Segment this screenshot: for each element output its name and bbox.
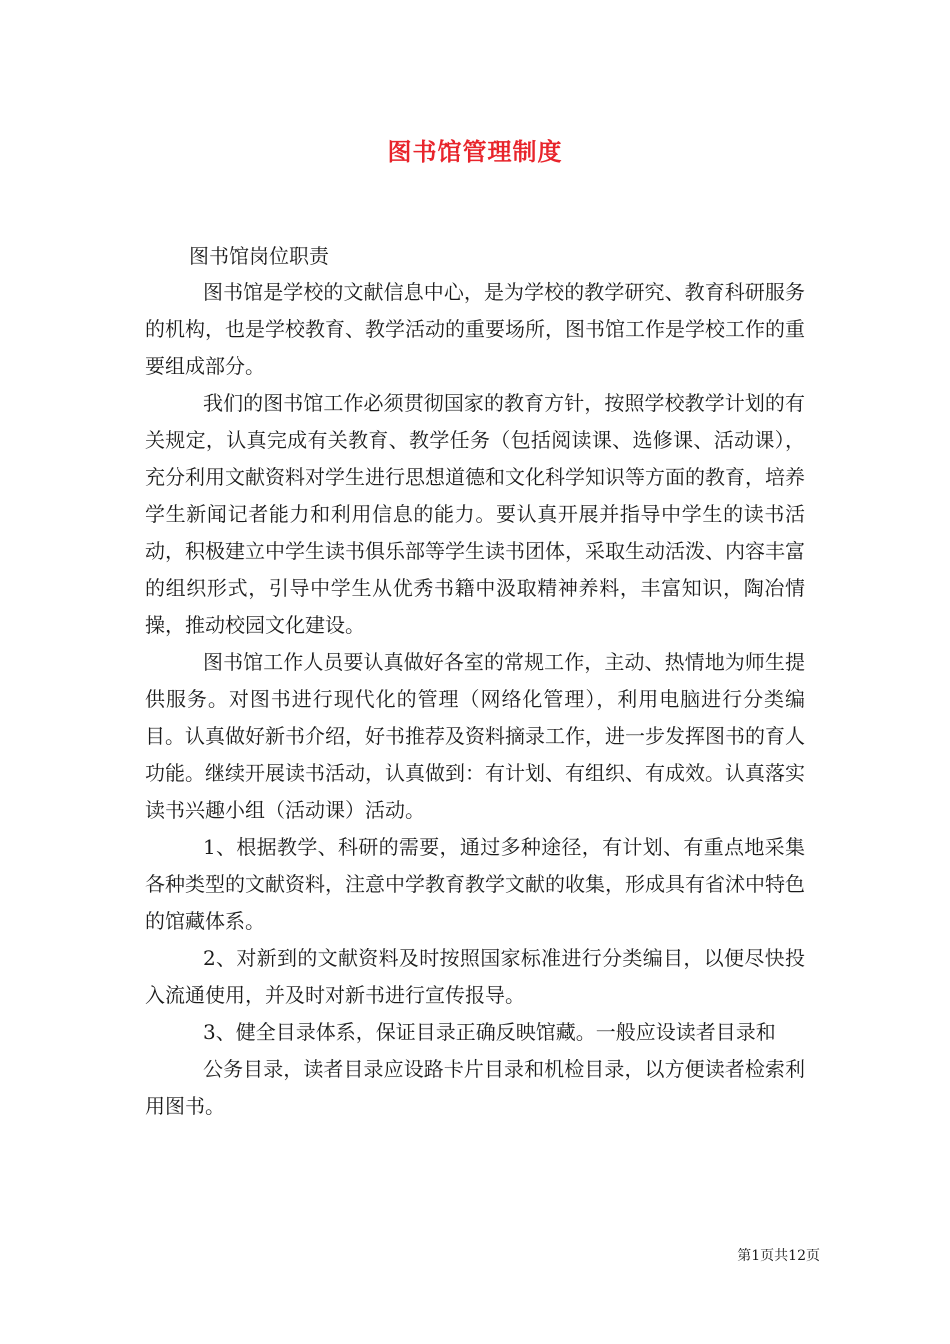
section-heading: 图书馆岗位职责: [189, 244, 329, 268]
paragraph-item-2: 2、对新到的文献资料及时按照国家标准进行分类编目，以便尽快投入流通使用，并及时对新书进行宣传报导。: [145, 946, 805, 1007]
page-number: 第1页共12页: [737, 1248, 820, 1264]
document-title: 图书馆管理制度: [387, 137, 563, 166]
paragraph-item-3: 3、健全目录体系，保证目录正确反映馆藏。一般应设读者目录和: [203, 1020, 776, 1044]
paragraph-item-1: 1、根据教学、科研的需要，通过多种途径，有计划、有重点地采集各种类型的文献资料，注意中学教育教学文献的收集，形成具有省沭中特色的馆藏体系。: [145, 835, 805, 933]
paragraph-education-policy: 我们的图书馆工作必须贯彻国家的教育方针，按照学校教学计划的有关规定，认真完成有关教育、教学任务（包括阅读课、选修课、活动课），充分利用文献资料对学生进行思想道德和文化科学知识等方面的教育，培养学生新闻记者能力和利用信息的能力。要认真开展并指导中学生的读书活动，积极建立中学生读书俱乐部等学生读书团体，采取生动活泼、内容丰富的组织形式，引导中学生从优秀书籍中汲取精神养料，丰富知识，陶冶情操，推动校园文化建设。: [145, 391, 805, 637]
paragraph-intro: 图书馆是学校的文献信息中心，是为学校的教学研究、教育科研服务的机构，也是学校教育、教学活动的重要场所，图书馆工作是学校工作的重要组成部分。: [145, 280, 805, 378]
paragraph-item-3-continued: 公务目录，读者目录应设路卡片目录和机检目录，以方便读者检索利用图书。: [145, 1057, 805, 1118]
document-body: [145, 238, 805, 1125]
paragraph-staff-duties: 图书馆工作人员要认真做好各室的常规工作，主动、热情地为师生提供服务。对图书进行现代化的管理（网络化管理），利用电脑进行分类编目。认真做好新书介绍，好书推荐及资料摘录工作，进一步发挥图书的育人功能。继续开展读书活动，认真做到：有计划、有组织、有成效。认真落实读书兴趣小组（活动课）活动。: [145, 650, 805, 822]
